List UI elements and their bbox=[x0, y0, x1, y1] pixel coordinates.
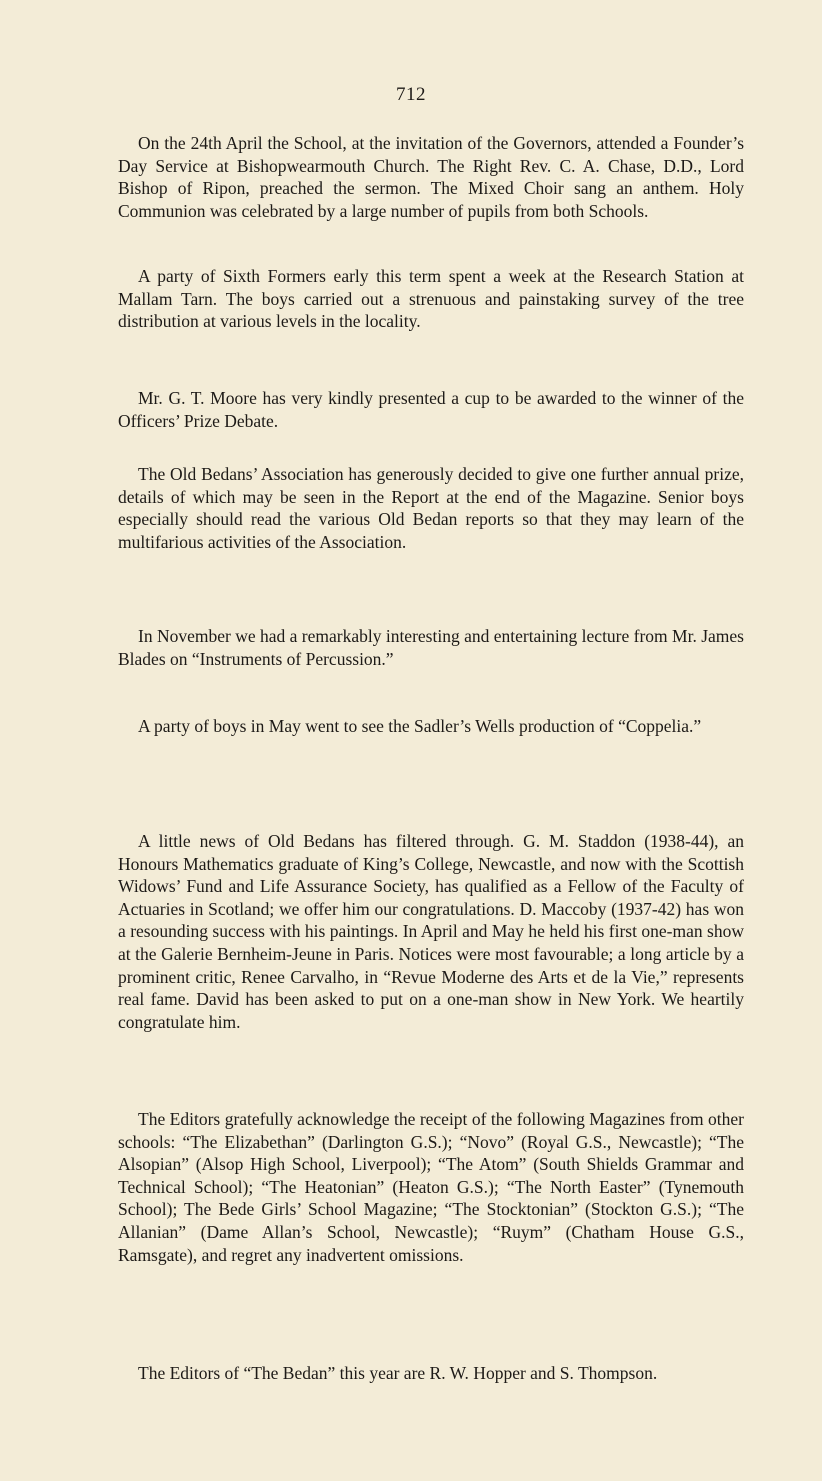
page-number: 712 bbox=[396, 84, 426, 105]
paragraph-editors: The Editors of “The Bedan” this year are R. W. Hopper and S. Thompson. bbox=[138, 1363, 658, 1383]
paragraph-moore-cup: Mr. G. T. Moore has very kindly presented a cup to be awarded to the winner of the Officers’ Prize Debate. bbox=[118, 388, 744, 431]
paragraph-coppelia: A party of boys in May went to see the Sadler’s Wells production of “Coppelia.” bbox=[138, 716, 702, 736]
paragraph-sixth-formers: A party of Sixth Formers early this term spent a week at the Research Station at Mallam Tarn. The boys carried out a strenuous and painstaking survey of the tree distribution at various levels in the locality. bbox=[118, 266, 744, 332]
paragraph-percussion-lecture: In November we had a remarkably interesting and entertaining lecture from Mr. James Blades on “Instruments of Percussion.” bbox=[118, 626, 744, 669]
paragraph-old-bedans-prize: The Old Bedans’ Association has generously decided to give one further annual prize, details of which may be seen in the Report at the end of the Magazine. Senior boys especially should read the various Old Bedan reports so that they may learn of the multifarious activities of the Association. bbox=[118, 464, 744, 552]
paragraph-old-bedans-news: A little news of Old Bedans has filtered through. G. M. Staddon (1938-44), an Honours Mathematics graduate of King’s College, Newcastle, and now with the Scottish Widows’ Fund and Life Assurance Society, has qualified as a Fellow of the Faculty of Actuaries in Scotland; we offer him our congratulations. D. Maccoby (1937-42) has won a resounding success with his paintings. In April and May he held his first one-man show at the Galerie Bernheim-Jeune in Paris. Notices were most favourable; a long article by a prominent critic, Renee Carvalho, in “Revue Moderne des Arts et de la Vie,” represents real fame. David has been asked to put on a one-man show in New York. We heartily congratulate him. bbox=[118, 831, 744, 1032]
paragraph-magazines-received: The Editors gratefully acknowledge the receipt of the following Magazines from other schools: “The Elizabethan” (Darlington G.S.); “Novo” (Royal G.S., Newcastle); “The Alsopian” (Alsop High School, Liverpool); “The Atom” (South Shields Grammar and Technical School); “The Heatonian” (Heaton G.S.); “The North Easter” (Tynemouth School); The Bede Girls’ School Magazine; “The Stocktonian” (Stockton G.S.); “The Allanian” (Dame Allan’s School, Newcastle); “Ruym” (Chatham House G.S., Ramsgate), and regret any inadvertent omissions. bbox=[118, 1109, 744, 1265]
paragraph-founders-day: On the 24th April the School, at the invitation of the Governors, attended a Founder’s Day Service at Bishopwearmouth Church. The Right Rev. C. A. Chase, D.D., Lord Bishop of Ripon, preached the sermon. The Mixed Choir sang an anthem. Holy Communion was celebrated by a large number of pupils from both Schools. bbox=[118, 133, 744, 221]
